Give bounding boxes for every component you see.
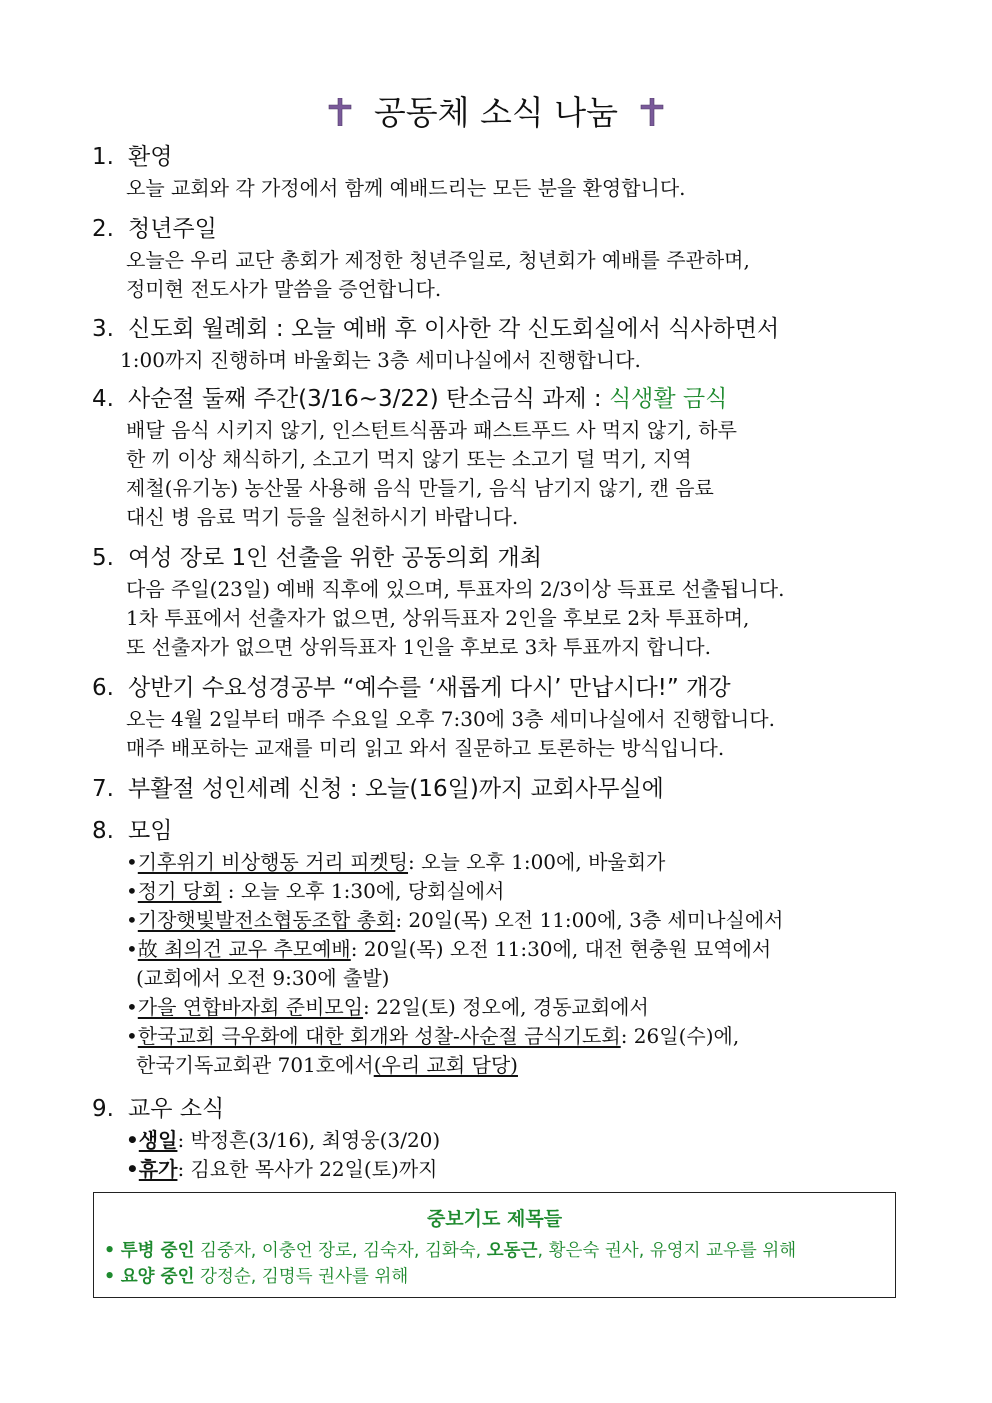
meeting-title: 가을 연합바자회 준비모임 — [137, 995, 364, 1019]
prayer-text: 강정순, 김명득 권사를 위해 — [194, 1267, 409, 1287]
section-title: 부활절 성인세례 신청 : 오늘(16일)까지 교회사무실에 — [128, 776, 664, 802]
body-line: 오늘 교회와 각 가정에서 함께 예배드리는 모든 분을 환영합니다. — [126, 176, 686, 200]
section-body — [92, 705, 902, 763]
meeting-detail: : 26일(수)에, — [620, 1024, 740, 1048]
section-number: 8. — [92, 818, 114, 844]
section-title: 환영 — [128, 144, 173, 170]
list-item: •故 최의건 교우 추모예배: 20일(목) 오전 11:30에, 대전 현충원 묘역에서 — [126, 937, 772, 961]
meeting-detail: : 22일(토) 정오에, 경동교회에서 — [363, 995, 649, 1019]
section-number: 2. — [92, 216, 114, 242]
section-heading — [92, 212, 902, 246]
section-heading — [92, 772, 902, 806]
body-line: 제철(유기농) 농산물 사용해 음식 만들기, 음식 남기지 않기, 캔 음료 — [126, 476, 714, 500]
section-bible-study — [92, 671, 902, 763]
section-body — [92, 575, 902, 662]
section-youth-sunday — [92, 212, 902, 304]
prayer-text: 김중자, 이충언 장로, 김숙자, 김화숙, — [194, 1241, 487, 1261]
body-line: 오는 4월 2일부터 매주 수요일 오후 7:30에 3층 세미나실에서 진행합니다. — [126, 707, 775, 731]
section-number: 6. — [92, 675, 114, 701]
prayer-row — [94, 1238, 895, 1264]
prayer-title: 중보기도 제목들 — [426, 1208, 563, 1230]
meeting-detail-continued — [126, 1051, 902, 1080]
meeting-detail: : 오늘 오후 1:00에, 바울회가 — [408, 850, 666, 874]
body-line: 매주 배포하는 교재를 미리 읽고 와서 질문하고 토론하는 방식입니다. — [126, 736, 725, 760]
meeting-detail: : 20일(목) 오전 11:00에, 3층 세미나실에서 — [395, 908, 784, 932]
meeting-detail-continued: (교회에서 오전 9:30에 출발) — [136, 966, 390, 990]
meeting-title: 故 최의건 교우 추모예배 — [137, 937, 351, 961]
meeting-detail: : 20일(목) 오전 11:30에, 대전 현충원 묘역에서 — [350, 937, 772, 961]
meeting-list — [92, 848, 902, 1080]
page-title — [0, 82, 992, 144]
body-line: 배달 음식 시키지 않기, 인스턴트식품과 패스트푸드 사 먹지 않기, 하루 — [126, 418, 737, 442]
section-body — [92, 346, 902, 375]
section-title: 청년주일 — [128, 216, 217, 242]
section-number: 5. — [92, 545, 114, 571]
section-heading — [92, 814, 902, 848]
member-news-title: 생일 — [138, 1128, 178, 1152]
body-line: 또 선출자가 없으면 상위득표자 1인을 후보로 3차 투표까지 합니다. — [126, 635, 711, 659]
prayer-row — [94, 1264, 895, 1290]
body-line: 1차 투표에서 선출자가 없으면, 상위득표자 2인을 후보로 2차 투표하며, — [126, 606, 750, 630]
section-highlight: 식생활 금식 — [608, 386, 728, 412]
prayer-list — [94, 1238, 895, 1290]
section-number: 1. — [92, 144, 114, 170]
meeting-detail: : 오늘 오후 1:30에, 당회실에서 — [221, 879, 505, 903]
section-heading — [92, 541, 902, 575]
section-title: 사순절 둘째 주간(3/16~3/22) 탄소금식 과제 : — [128, 386, 609, 412]
section-member-news — [92, 1092, 902, 1184]
section-heading — [92, 671, 902, 705]
section-number: 7. — [92, 776, 114, 802]
list-item: •생일: 박정흔(3/16), 최영웅(3/20) — [126, 1128, 441, 1152]
title-text: 공동체 소식 나눔 — [373, 93, 619, 132]
member-list — [92, 1126, 902, 1184]
section-body — [92, 246, 902, 304]
prayer-name-bold: 오동근 — [486, 1241, 538, 1261]
meeting-host: (우리 교회 담당) — [373, 1053, 518, 1077]
cross-icon — [640, 98, 664, 126]
prayer-text: , 황은숙 권사, 유영지 교우를 위해 — [537, 1241, 797, 1261]
meeting-title: 기후위기 비상행동 거리 피켓팅 — [137, 850, 409, 874]
section-title: 여성 장로 1인 선출을 위한 공동의회 개최 — [128, 545, 542, 571]
meeting-title: 한국교회 극우화에 대한 회개와 성찰-사순절 금식기도회 — [137, 1024, 621, 1048]
body-line: 한 끼 이상 채식하기, 소고기 먹지 않기 또는 소고기 덜 먹기, 지역 — [126, 447, 692, 471]
section-body — [92, 416, 902, 532]
list-item: •정기 당회 : 오늘 오후 1:30에, 당회실에서 — [126, 879, 505, 903]
section-number: 4. — [92, 386, 114, 412]
section-title: 모임 — [128, 818, 173, 844]
list-item: •기후위기 비상행동 거리 피켓팅: 오늘 오후 1:00에, 바울회가 — [126, 850, 666, 874]
prayer-box — [93, 1192, 896, 1298]
section-carbon-fast — [92, 382, 902, 532]
cross-icon — [328, 98, 352, 126]
section-welcome — [92, 140, 902, 203]
section-heading — [92, 382, 902, 416]
body-line: 정미현 전도사가 말씀을 증언합니다. — [126, 277, 442, 301]
section-heading — [92, 1092, 902, 1126]
meeting-title: 기장햇빛발전소협동조합 총회 — [137, 908, 396, 932]
section-baptism — [92, 772, 902, 806]
prayer-label: 투병 중인 — [120, 1241, 195, 1261]
body-line: 오늘은 우리 교단 총회가 제정한 청년주일로, 청년회가 예배를 주관하며, — [126, 248, 750, 272]
bullet: • — [104, 1267, 116, 1287]
body-line: 대신 병 음료 먹기 등을 실천하시기 바랍니다. — [126, 505, 519, 529]
section-heading — [92, 140, 902, 174]
section-body — [92, 174, 902, 203]
section-title: 교우 소식 — [128, 1096, 225, 1122]
section-number: 9. — [92, 1096, 114, 1122]
list-item: •가을 연합바자회 준비모임: 22일(토) 정오에, 경동교회에서 — [126, 995, 649, 1019]
prayer-label: 요양 중인 — [120, 1267, 195, 1287]
list-item: •휴가: 김요한 목사가 22일(토)까지 — [126, 1157, 438, 1181]
section-heading — [92, 312, 902, 346]
section-monthly-meeting — [92, 312, 902, 375]
member-news-title: 휴가 — [138, 1157, 178, 1181]
section-number: 3. — [92, 316, 114, 342]
member-news-detail: : 김요한 목사가 22일(토)까지 — [177, 1157, 438, 1181]
list-item: •기장햇빛발전소협동조합 총회: 20일(목) 오전 11:00에, 3층 세미나실에서 — [126, 908, 784, 932]
body-line: 다음 주일(23일) 예배 직후에 있으며, 투표자의 2/3이상 득표로 선출됩니다. — [126, 577, 785, 601]
section-title: 상반기 수요성경공부 “예수를 ‘새롭게 다시’ 만납시다!” 개강 — [128, 675, 731, 701]
list-item: •한국교회 극우화에 대한 회개와 성찰-사순절 금식기도회: 26일(수)에, — [126, 1024, 740, 1048]
meeting-place: 한국기독교회관 701호에서 — [136, 1053, 374, 1077]
section-elder-election — [92, 541, 902, 662]
bullet: • — [104, 1241, 116, 1261]
body-line: 1:00까지 진행하며 바울회는 3층 세미나실에서 진행합니다. — [120, 348, 641, 372]
section-meetings — [92, 814, 902, 1080]
section-title: 신도회 월례회 : 오늘 예배 후 이사한 각 신도회실에서 식사하면서 — [128, 316, 780, 342]
member-news-detail: : 박정흔(3/16), 최영웅(3/20) — [177, 1128, 441, 1152]
meeting-title: 정기 당회 — [137, 879, 222, 903]
